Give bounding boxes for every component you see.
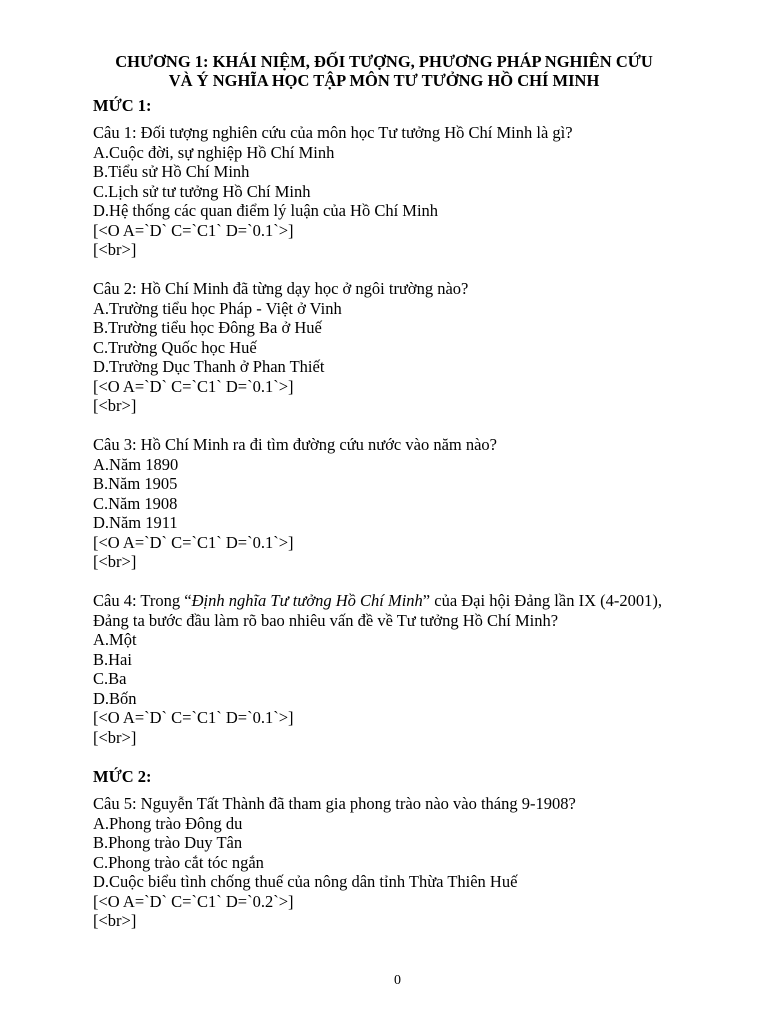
level-1-heading: MỨC 1: — [93, 96, 152, 115]
question-text-start: Câu 4: Trong “ — [93, 591, 192, 610]
option-c: C.Trường Quốc học Huế — [93, 337, 257, 357]
question-2 — [93, 279, 693, 416]
option-c: C.Lịch sử tư tưởng Hồ Chí Minh — [93, 181, 311, 201]
answer-meta: [<O A=`D` C=`C1` D=`0.1`>] — [93, 532, 294, 552]
page-number: 0 — [394, 973, 401, 988]
option-d: D.Hệ thống các quan điểm lý luận của Hồ Chí Minh — [93, 201, 439, 220]
chapter-title-line-1: CHƯƠNG 1: KHÁI NIỆM, ĐỐI TƯỢNG, PHƯƠNG PHÁP NGHIÊN CỨU — [115, 52, 653, 71]
break-tag: [<br>] — [93, 552, 137, 571]
answer-meta: [<O A=`D` C=`C1` D=`0.1`>] — [93, 376, 294, 396]
question-text: Câu 3: Hồ Chí Minh ra đi tìm đường cứu nước vào năm nào? — [93, 435, 498, 454]
question-text: Câu 5: Nguyễn Tất Thành đã tham gia phong trào nào vào tháng 9-1908? — [93, 794, 576, 813]
answer-meta: [<O A=`D` C=`C1` D=`0.1`>] — [93, 708, 294, 727]
question-text — [93, 591, 693, 630]
question-text-italic: Định nghĩa Tư tưởng Hồ Chí Minh — [191, 591, 423, 610]
option-c: C.Năm 1908 — [93, 493, 178, 513]
break-tag: [<br>] — [93, 396, 137, 415]
option-d: D.Cuộc biểu tình chống thuế của nông dân tỉnh Thừa Thiên Huế — [93, 872, 518, 891]
option-a: A.Năm 1890 — [93, 454, 179, 474]
question-text: Câu 1: Đối tượng nghiên cứu của môn học Tư tưởng Hồ Chí Minh là gì? — [93, 123, 573, 142]
question-text: Câu 2: Hồ Chí Minh đã từng dạy học ở ngôi trường nào? — [93, 279, 469, 298]
break-tag: [<br>] — [93, 911, 137, 930]
option-d: D.Năm 1911 — [93, 513, 178, 532]
level-2-heading: MỨC 2: — [93, 767, 152, 786]
option-c: C.Phong trào cắt tóc ngắn — [93, 852, 264, 872]
option-b: B.Tiểu sử Hồ Chí Minh — [93, 162, 250, 181]
option-a: A.Phong trào Đông du — [93, 813, 243, 833]
document-body — [93, 96, 693, 931]
option-c: C.Ba — [93, 669, 127, 688]
option-b: B.Trường tiểu học Đông Ba ở Huế — [93, 318, 322, 337]
option-b: B.Hai — [93, 649, 132, 669]
question-1 — [93, 123, 693, 260]
answer-meta: [<O A=`D` C=`C1` D=`0.1`>] — [93, 220, 294, 240]
question-5 — [93, 794, 693, 931]
question-text-end: ” của Đại hội Đảng lần IX (4-2001), Đảng ta bước đầu làm rõ bao nhiêu vấn đề về Tư tưởng Hồ Chí Minh? — [93, 591, 662, 630]
option-b: B.Phong trào Duy Tân — [93, 833, 243, 852]
chapter-title — [60, 52, 708, 90]
option-b: B.Năm 1905 — [93, 474, 178, 493]
question-3 — [93, 435, 693, 572]
option-d: D.Trường Dục Thanh ở Phan Thiết — [93, 357, 325, 376]
option-a: A.Một — [93, 630, 137, 649]
chapter-title-line-2: VÀ Ý NGHĨA HỌC TẬP MÔN TƯ TƯỞNG HỒ CHÍ MINH — [168, 71, 600, 90]
break-tag: [<br>] — [93, 240, 137, 259]
question-4 — [93, 591, 693, 747]
option-a: A.Cuộc đời, sự nghiệp Hồ Chí Minh — [93, 142, 335, 162]
break-tag: [<br>] — [93, 727, 137, 747]
option-d: D.Bốn — [93, 688, 137, 708]
option-a: A.Trường tiểu học Pháp - Việt ở Vinh — [93, 298, 342, 318]
answer-meta: [<O A=`D` C=`C1` D=`0.2`>] — [93, 891, 294, 911]
